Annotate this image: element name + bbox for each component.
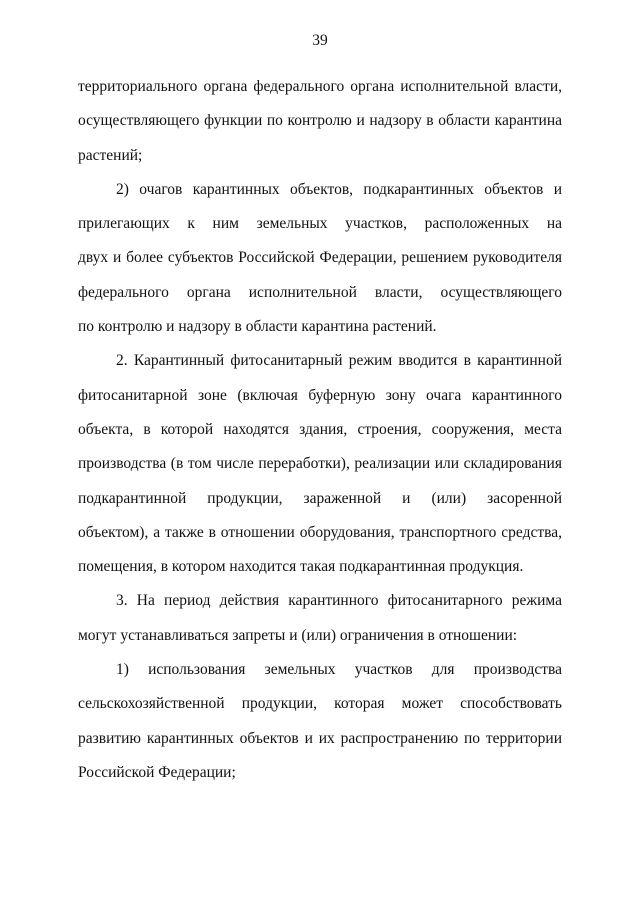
text-line: федерального органа исполнительной власти, осуществляющего xyxy=(78,283,562,301)
paragraph-4 xyxy=(78,584,562,653)
text-line: 3. На период действия карантинного фитосанитарного режима xyxy=(116,592,562,610)
text-line: объектом), а также в отношении оборудования, транспортного средства, xyxy=(78,523,562,541)
text-line: 1) использования земельных участков для производства xyxy=(116,661,562,679)
text-line: производства (в том числе переработки), реализации или складирования xyxy=(78,455,562,473)
document-body xyxy=(78,70,562,790)
text-line: помещения, в котором находится такая подкарантинная продукция. xyxy=(78,558,524,576)
text-line: двух и более субъектов Российской Федерации, решением руководителя xyxy=(78,249,562,267)
paragraph-1 xyxy=(78,70,562,173)
text-line: осуществляющего функции по контролю и надзору в области карантина xyxy=(78,112,562,130)
paragraph-5 xyxy=(78,653,562,790)
paragraph-3 xyxy=(78,344,562,584)
text-line: развитию карантинных объектов и их распространению по территории xyxy=(78,729,562,747)
text-line: подкарантинной продукции, зараженной и (или) засоренной xyxy=(78,489,562,507)
text-line: растений; xyxy=(78,146,143,164)
text-line: территориального органа федерального органа исполнительной власти, xyxy=(78,78,562,95)
text-line: 2) очагов карантинных объектов, подкарантинных объектов и xyxy=(116,180,562,198)
paragraph-2 xyxy=(78,173,562,344)
page-number: 39 xyxy=(312,32,328,49)
text-line: прилегающих к ним земельных участков, расположенных на xyxy=(78,215,562,233)
text-line: сельскохозяйственной продукции, которая может способствовать xyxy=(78,695,562,713)
text-line: фитосанитарной зоне (включая буферную зону очага карантинного xyxy=(78,386,562,404)
text-line: по контролю и надзору в области карантина растений. xyxy=(78,318,437,336)
text-line: Российской Федерации; xyxy=(78,763,236,781)
text-line: объекта, в которой находятся здания, строения, сооружения, места xyxy=(78,420,562,438)
text-line: 2. Карантинный фитосанитарный режим вводится в карантинной xyxy=(116,352,562,370)
text-line: могут устанавливаться запреты и (или) ограничения в отношении: xyxy=(78,626,518,644)
